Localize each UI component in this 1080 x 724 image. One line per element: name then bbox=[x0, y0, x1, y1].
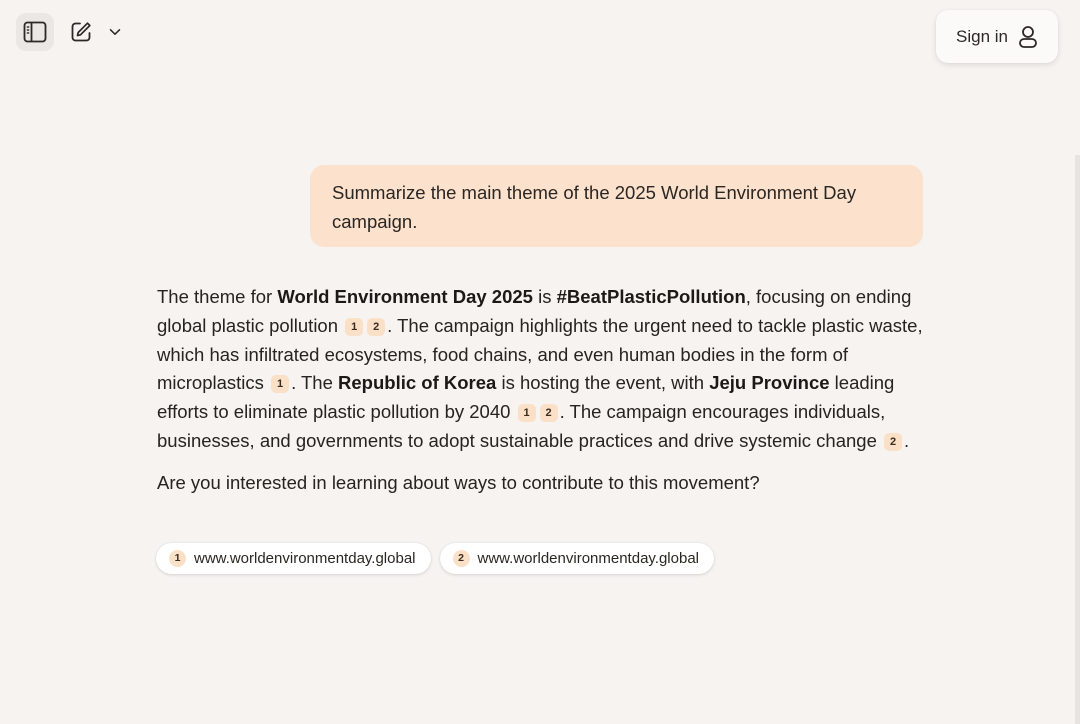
response-bold-text: #BeatPlasticPollution bbox=[556, 286, 746, 307]
user-message-bubble bbox=[310, 165, 923, 247]
user-message-text: Summarize the main theme of the 2025 World Environment Day campaign. bbox=[332, 182, 857, 232]
new-chat-options-button[interactable] bbox=[105, 22, 125, 42]
chevron-down-icon bbox=[109, 28, 121, 36]
scrollbar[interactable] bbox=[1075, 155, 1080, 724]
source-chip[interactable] bbox=[440, 543, 715, 574]
citation-badge[interactable]: 1 bbox=[345, 318, 363, 336]
response-text: , focusing on ending global plastic pollution bbox=[157, 286, 912, 336]
source-link[interactable]: www.worldenvironmentday.global bbox=[194, 550, 416, 567]
sidebar-panel-icon bbox=[23, 21, 47, 43]
compose-icon bbox=[69, 20, 93, 44]
sidebar-toggle-button[interactable] bbox=[16, 13, 54, 51]
user-icon bbox=[1018, 25, 1038, 49]
source-chips bbox=[156, 543, 714, 574]
source-chip[interactable] bbox=[156, 543, 431, 574]
citation-badge[interactable]: 2 bbox=[540, 404, 558, 422]
response-bold-text: Republic of Korea bbox=[338, 372, 497, 394]
new-chat-button[interactable] bbox=[66, 17, 96, 47]
citation-badge[interactable]: 1 bbox=[271, 375, 289, 393]
response-text: is hosting the event, with bbox=[496, 372, 710, 394]
response-paragraph bbox=[157, 283, 927, 456]
source-number: 2 bbox=[453, 550, 470, 567]
citation-badge[interactable]: 1 bbox=[518, 404, 536, 422]
response-bold-text: World Environment Day 2025 bbox=[277, 286, 533, 307]
response-text: The theme for bbox=[157, 286, 278, 307]
citation-badge[interactable]: 2 bbox=[884, 433, 902, 451]
response-bold-text: Jeju Province bbox=[709, 372, 830, 394]
response-text: is bbox=[532, 286, 557, 307]
response-text: . The campaign highlights the urgent need to tackle plastic waste, which has infiltrated ecosystems, food chains, and even human bodies in the form of microplastics bbox=[157, 314, 923, 394]
source-number: 1 bbox=[169, 550, 186, 567]
citation-badge[interactable]: 2 bbox=[367, 318, 385, 336]
source-link[interactable]: www.worldenvironmentday.global bbox=[477, 550, 699, 567]
assistant-response bbox=[157, 283, 927, 498]
response-followup-question: Are you interested in learning about ways to contribute to this movement? bbox=[157, 471, 760, 493]
sign-in-button[interactable] bbox=[936, 10, 1058, 63]
response-text: . The campaign encourages individuals, businesses, and governments to adopt sustainable practices and drive systemic change bbox=[157, 401, 886, 451]
response-text: . The bbox=[291, 372, 339, 394]
response-text: . bbox=[904, 429, 910, 451]
response-text: leading efforts to eliminate plastic pollution by 2040 bbox=[157, 372, 895, 423]
sign-in-label: Sign in bbox=[956, 26, 1008, 46]
